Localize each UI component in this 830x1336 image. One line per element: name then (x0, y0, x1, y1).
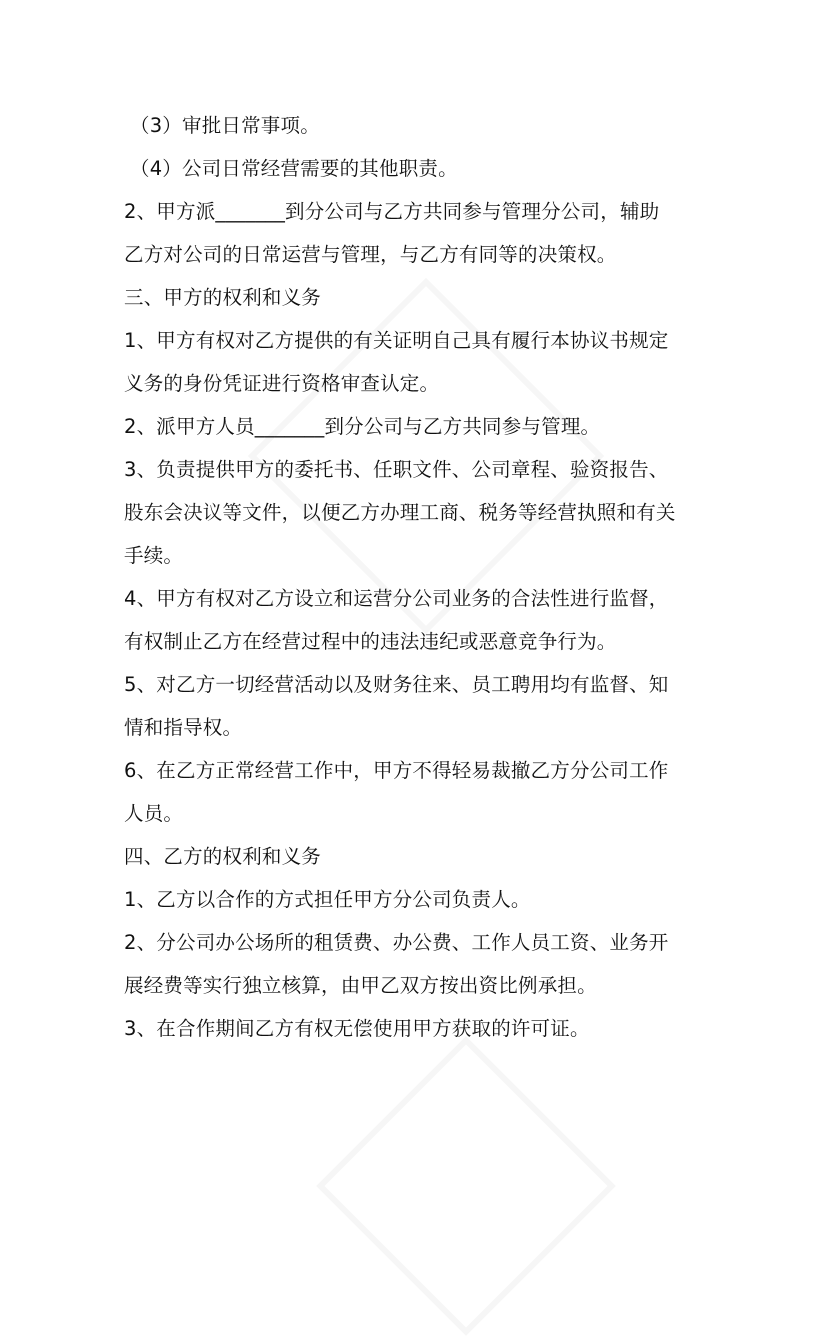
text-line: （3）审批日常事项。 (130, 114, 320, 137)
text-line: 情和指导权。 (124, 716, 243, 739)
text-line: 3、在合作期间乙方有权无偿使用甲方获取的许可证。 (124, 1017, 590, 1040)
document-body (124, 104, 724, 1050)
watermark (316, 1036, 616, 1336)
text-line: 2、派甲方人员_______到分公司与乙方共同参与管理。 (124, 415, 601, 438)
text-line: 股东会决议等文件，以便乙方办理工商、税务等经营执照和有关 (124, 501, 676, 524)
text-line: 6、在乙方正常经营工作中，甲方不得轻易裁撤乙方分公司工作 (124, 759, 669, 782)
text-line: 1、乙方以合作的方式担任甲方分公司负责人。 (124, 888, 531, 911)
text-line: 1、甲方有权对乙方提供的有关证明自己具有履行本协议书规定 (124, 329, 669, 352)
text-line: 展经费等实行独立核算，由甲乙双方按出资比例承担。 (124, 974, 597, 997)
text-line: 2、分公司办公场所的租赁费、办公费、工作人员工资、业务开 (124, 931, 669, 954)
text-line: 5、对乙方一切经营活动以及财务往来、员工聘用均有监督、知 (124, 673, 669, 696)
text-line: 有权制止乙方在经营过程中的违法违纪或恶意竞争行为。 (124, 630, 617, 653)
text-line: （4）公司日常经营需要的其他职责。 (130, 157, 458, 180)
section-heading: 三、甲方的权利和义务 (124, 286, 322, 309)
text-line: 3、负责提供甲方的委托书、任职文件、公司章程、验资报告、 (124, 458, 669, 481)
text-line: 乙方对公司的日常运营与管理，与乙方有同等的决策权。 (124, 243, 617, 266)
section-heading: 四、乙方的权利和义务 (124, 845, 322, 868)
text-line: 4、甲方有权对乙方设立和运营分公司业务的合法性进行监督， (124, 587, 669, 610)
text-line: 2、甲方派_______到分公司与乙方共同参与管理分公司，辅助 (124, 200, 660, 223)
text-line: 义务的身份凭证进行资格审查认定。 (124, 372, 440, 395)
text-line: 手续。 (124, 544, 184, 567)
text-line: 人员。 (124, 802, 184, 825)
